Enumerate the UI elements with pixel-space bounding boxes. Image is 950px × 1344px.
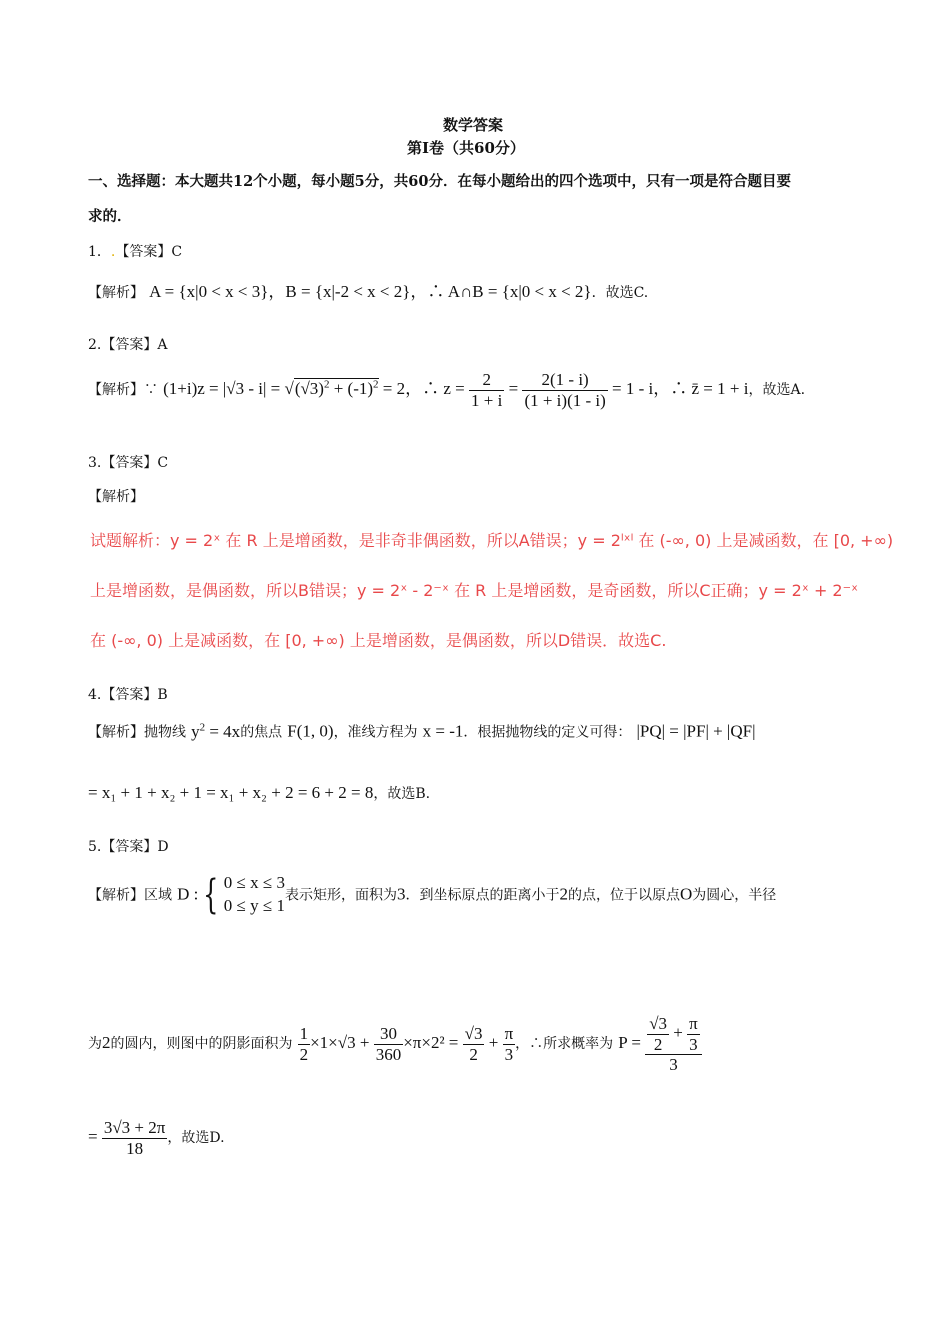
q2-explain-label: 【解析】∵ — [88, 381, 158, 398]
q4-explanation-cont — [88, 783, 430, 803]
q4-answer: 4.【答案】B — [88, 687, 168, 703]
q2-answer: 2.【答案】A — [88, 337, 168, 353]
q4-explain-label: 【解析】抛物线 — [88, 724, 186, 741]
q5-explain-label: 【解析】区域 — [88, 887, 172, 904]
q5-conclusion: ，故选D. — [167, 1129, 225, 1146]
q3-explain-label: 【解析】 — [88, 489, 144, 505]
brace-icon: { — [203, 871, 219, 918]
section-heading: 一、选择题：本大题共12个小题，每小题5分，共60分．在每小题给出的四个选项中，只有一项是符合题目要 — [88, 173, 791, 190]
q5-explanation: 【解析】区域 D : { 0 ≤ x ≤ 3 0 ≤ y ≤ 1 表示矩形，面积为3．到坐标原点的距离小于2的点，位于以原点O为圆心，半径 — [88, 871, 777, 918]
q4-conclusion: ，故选B. — [373, 786, 431, 802]
q4-distance: |PQ| = |PF| + |QF| — [636, 721, 756, 741]
q4-directrix: x = -1 — [422, 721, 464, 741]
q3-solution-line2: 上是增函数，是偶函数，所以B错误；y = 2ˣ - 2⁻ˣ 在 R 上是增函数，是奇函数，所以C正确；y = 2ˣ + 2⁻ˣ — [90, 581, 859, 600]
q1-answer — [88, 241, 182, 261]
q5-answer: 5.【答案】D — [88, 839, 169, 855]
q1-math: A = {x|0 < x < 3}，B = {x|-2 < x < 2}，∴ A∩B = {x|0 < x < 2} — [149, 282, 592, 301]
q1-explanation — [88, 277, 648, 302]
q4-explanation: 【解析】抛物线 $y^2 = 4x$的焦点 F(1, 0)，准线方程为 x = -1．根据抛物线的定义可得： |PQ| = |PF| + |QF| — [88, 721, 756, 741]
q5-region-label: D : — [177, 884, 199, 904]
q1-conclusion: ．故选C. — [591, 285, 649, 301]
q3-solution-line1: 试题解析：y = 2ˣ 在 R 上是增函数，是非奇非偶函数，所以A错误；y = 2ˡˣˡ 在 (-∞, 0) 上是减函数，在 [0, +∞) — [90, 531, 894, 550]
q2-conclusion: ，故选A. — [748, 381, 806, 398]
q4-parabola: $y^2 = 4x$ — [191, 721, 241, 741]
q5-system: 0 ≤ x ≤ 3 0 ≤ y ≤ 1 — [223, 873, 285, 915]
q5-probability: P = $\frac{√3}{2}$ + $\frac{\pi}{3}$ 3 — [618, 1033, 701, 1052]
section-heading-cont: 求的． — [88, 208, 132, 225]
page-title: 数学答案 — [443, 116, 504, 134]
q4-sum: = x₁ + 1 + x₂ + 1 = x₁ + x₂ + 2 = 6 + 2 = 8 — [88, 783, 374, 802]
q3-answer: 3.【答案】C — [88, 455, 169, 471]
q1-answer-label: 【答案】C — [115, 244, 183, 260]
q5-final: = $\frac{3√3 + 2\pi}{18}$ — [88, 1118, 166, 1158]
q2-math: $(1+i)z = |√3 - i| = √(√3)^2 + (-1)^2 = 2$，∴ z = $\frac{2}{1 + i}$ = $\frac{2(1 - i)}{(1 + i)(1 - i)}$ = 1 - i，∴ z̄ = 1 + i — [163, 370, 749, 410]
page-subtitle: 第Ⅰ卷（共60分） — [407, 139, 525, 157]
q2-explanation — [88, 370, 805, 410]
q5-explanation-cont: 为2的圆内，则图中的阴影面积为 $\frac{1}{2}$ ×1×√3 + $\frac{30}{360}$ ×π×2² = $\frac{√3}{2}$ + $\frac{\pi}{3}$ ，∴所求概率为 P = $\frac{√3}{2}$ + $\frac{\pi}{3}$ 3 — [88, 1014, 702, 1075]
q1-dot: . — [110, 244, 116, 260]
q1-explain-label: 【解析】 — [88, 285, 144, 301]
q3-solution-line3: 在 (-∞, 0) 上是减函数，在 [0, +∞) 上是增函数，是偶函数，所以D错误．故选C. — [90, 631, 667, 650]
q5-area: $\frac{1}{2}$ ×1×√3 + $\frac{30}{360}$ ×π×2² = $\frac{√3}{2}$ + $\frac{\pi}{3}$ — [299, 1024, 514, 1064]
q5-result — [88, 1118, 225, 1158]
q4-focus: F(1, 0) — [287, 721, 334, 741]
q1-number: 1． — [88, 244, 111, 260]
